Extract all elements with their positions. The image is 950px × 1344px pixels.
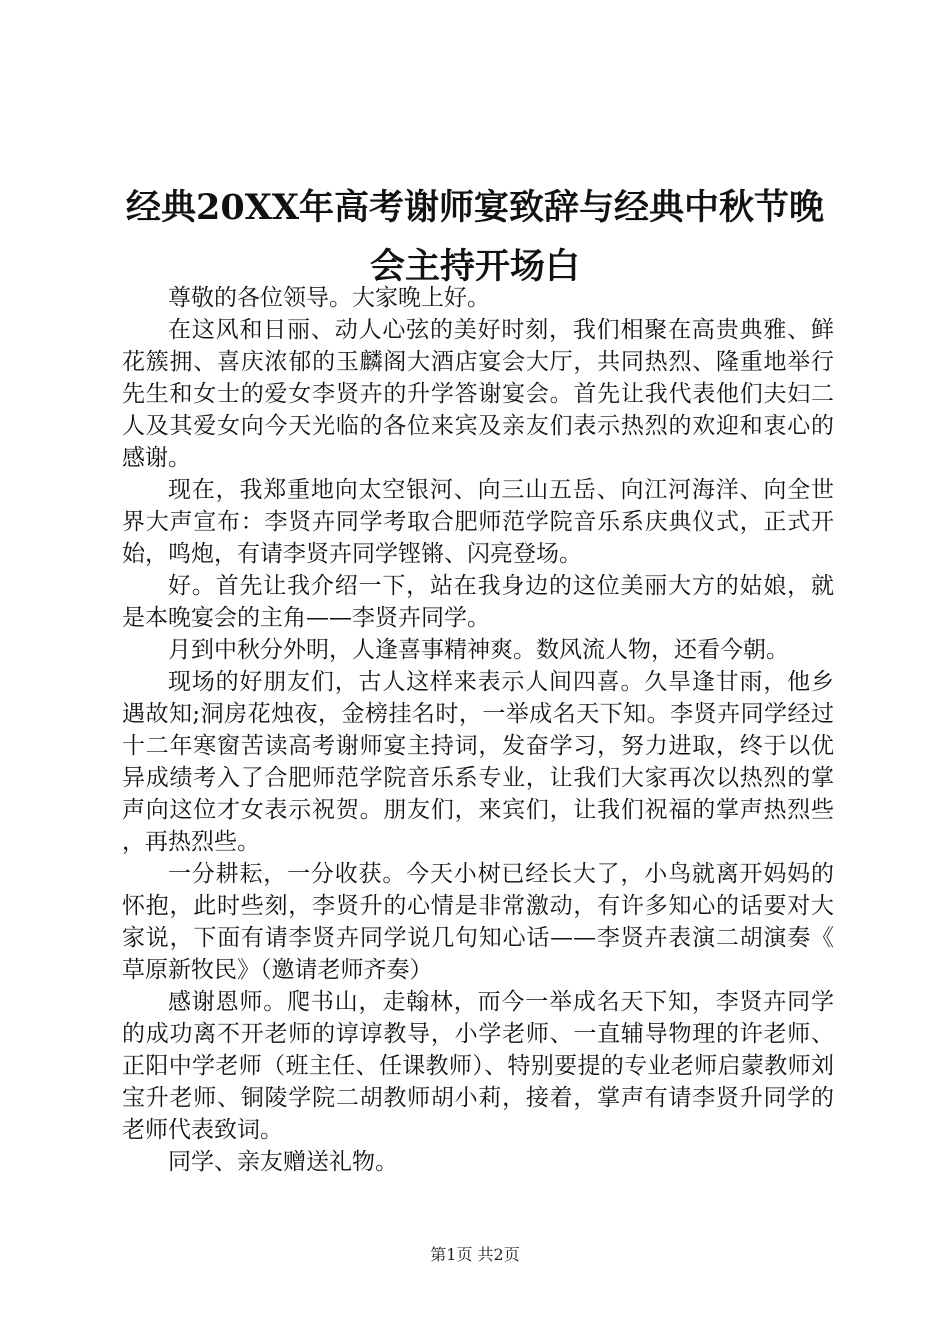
paragraph: 现在，我郑重地向太空银河、向三山五岳、向江河海洋、向全世界大声宣布：李贤卉同学考取合肥师范学院音乐系庆典仪式，正式开始，鸣炮，有请李贤卉同学铿锵、闪亮登场。 (122, 477, 834, 567)
document-title-line-1: 经典20XX年高考谢师宴致辞与经典中秋节晚 (125, 187, 825, 228)
paragraph: 尊敬的各位领导。大家晚上好。 (168, 285, 490, 311)
paragraph: 月到中秋分外明，人逢喜事精神爽。数风流人物，还看今朝。 (168, 637, 789, 663)
paragraph: 好。首先让我介绍一下，站在我身边的这位美丽大方的姑娘，就是本晚宴会的主角——李贤卉同学。 (122, 573, 834, 631)
page-number-footer: 第1页 共2页 (430, 1245, 520, 1264)
paragraph: 现场的好朋友们，古人这样来表示人间四喜。久旱逢甘雨，他乡遇故知;洞房花烛夜，金榜挂名时，一举成名天下知。李贤卉同学经过十二年寒窗苦读高考谢师宴主持词，发奋学习，努力进取，终于以优异成绩考入了合肥师范学院音乐系专业，让我们大家再次以热烈的掌声向这位才女表示祝贺。朋友们，来宾们，让我们祝福的掌声热烈些，再热烈些。 (122, 669, 834, 855)
document-body (122, 282, 834, 1178)
paragraph: 感谢恩师。爬书山，走翰林，而今一举成名天下知，李贤卉同学的成功离不开老师的谆谆教导，小学老师、一直辅导物理的许老师、正阳中学老师（班主任、任课教师）、特别要提的专业老师启蒙教师刘宝升老师、铜陵学院二胡教师胡小莉，接着，掌声有请李贤升同学的老师代表致词。 (122, 989, 834, 1143)
paragraph: 在这风和日丽、动人心弦的美好时刻，我们相聚在高贵典雅、鲜花簇拥、喜庆浓郁的玉麟阁大酒店宴会大厅，共同热烈、隆重地举行先生和女士的爱女李贤卉的升学答谢宴会。首先让我代表他们夫妇二人及其爱女向今天光临的各位来宾及亲友们表示热烈的欢迎和衷心的感谢。 (122, 317, 834, 471)
paragraph: 一分耕耘，一分收获。今天小树已经长大了，小鸟就离开妈妈的怀抱，此时些刻，李贤升的心情是非常激动，有许多知心的话要对大家说，下面有请李贤卉同学说几句知心话——李贤卉表演二胡演奏《草原新牧民》（邀请老师齐奏） (122, 861, 834, 983)
document-title-line-2: 会主持开场白 (369, 246, 580, 287)
paragraph: 同学、亲友赠送礼物。 (168, 1149, 398, 1175)
